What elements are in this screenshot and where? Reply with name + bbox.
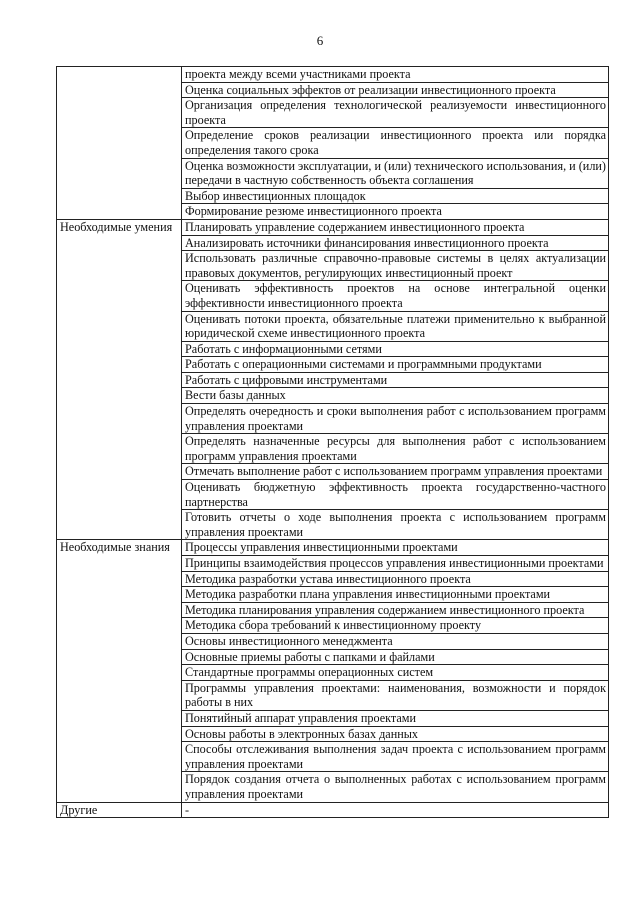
requirement-item: Анализировать источники финансирования инвестиционного проекта xyxy=(182,235,609,251)
requirement-item: Оценивать бюджетную эффективность проекта государственно-частного партнерства xyxy=(182,480,609,510)
requirement-item: Определять назначенные ресурсы для выполнения работ с использованием программ управления проектами xyxy=(182,434,609,464)
requirement-item: Основы работы в электронных базах данных xyxy=(182,726,609,742)
page-number: 6 xyxy=(316,33,324,48)
requirement-item: Работать с информационными сетями xyxy=(182,341,609,357)
section-label xyxy=(57,67,182,220)
requirements-table xyxy=(56,66,609,818)
section-label: Необходимые умения xyxy=(57,219,182,539)
requirement-item: Формирование резюме инвестиционного проекта xyxy=(182,204,609,220)
requirement-item: Методика планирования управления содержанием инвестиционного проекта xyxy=(182,602,609,618)
requirement-item: Методика разработки плана управления инвестиционными проектами xyxy=(182,587,609,603)
requirement-item: Определять очередность и сроки выполнения работ с использованием программ управления проектами xyxy=(182,404,609,434)
requirement-item: Оценка возможности эксплуатации, и (или) технического использования, и (или) передачи в частную собственность объекта соглашения xyxy=(182,158,609,188)
requirement-item: Основы инвестиционного менеджмента xyxy=(182,633,609,649)
requirement-item: Принципы взаимодействия процессов управления инвестиционными проектами xyxy=(182,556,609,572)
table-row xyxy=(57,802,609,818)
requirement-item: - xyxy=(182,802,609,818)
requirement-item: Процессы управления инвестиционными проектами xyxy=(182,540,609,556)
requirement-item: Оценивать эффективность проектов на основе интегральной оценки эффективности инвестиционного проекта xyxy=(182,281,609,311)
requirement-item: Работать с операционными системами и программными продуктами xyxy=(182,357,609,373)
requirement-item: Понятийный аппарат управления проектами xyxy=(182,710,609,726)
requirement-item: Вести базы данных xyxy=(182,388,609,404)
requirement-item: Выбор инвестиционных площадок xyxy=(182,188,609,204)
requirement-item: Использовать различные справочно-правовые системы в целях актуализации правовых документов, регулирующих инвестиционный проект xyxy=(182,251,609,281)
requirement-item: Оценка социальных эффектов от реализации инвестиционного проекта xyxy=(182,82,609,98)
requirement-item: Порядок создания отчета о выполненных работах с использованием программ управления проектами xyxy=(182,772,609,802)
requirements-table-body xyxy=(57,67,609,818)
requirement-item: Определение сроков реализации инвестиционного проекта или порядка определения такого срока xyxy=(182,128,609,158)
requirement-item: Организация определения технологической реализуемости инвестиционного проекта xyxy=(182,98,609,128)
requirement-item: Программы управления проектами: наименования, возможности и порядок работы в них xyxy=(182,680,609,710)
requirement-item: Отмечать выполнение работ с использованием программ управления проектами xyxy=(182,464,609,480)
requirement-item: проекта между всеми участниками проекта xyxy=(182,67,609,83)
requirement-item: Методика разработки устава инвестиционного проекта xyxy=(182,571,609,587)
section-label: Необходимые знания xyxy=(57,540,182,802)
requirement-item: Планировать управление содержанием инвестиционного проекта xyxy=(182,219,609,235)
requirement-item: Оценивать потоки проекта, обязательные платежи применительно к выбранной юридической схеме инвестиционного проекта xyxy=(182,311,609,341)
requirement-item: Стандартные программы операционных систем xyxy=(182,665,609,681)
requirement-item: Методика сбора требований к инвестиционному проекту xyxy=(182,618,609,634)
table-row xyxy=(57,219,609,235)
table-row xyxy=(57,540,609,556)
requirement-item: Основные приемы работы с папками и файлами xyxy=(182,649,609,665)
table-row xyxy=(57,67,609,83)
requirement-item: Готовить отчеты о ходе выполнения проекта с использованием программ управления проектами xyxy=(182,510,609,540)
requirement-item: Способы отслеживания выполнения задач проекта с использованием программ управления проектами xyxy=(182,742,609,772)
section-label: Другие xyxy=(57,802,182,818)
requirement-item: Работать с цифровыми инструментами xyxy=(182,372,609,388)
